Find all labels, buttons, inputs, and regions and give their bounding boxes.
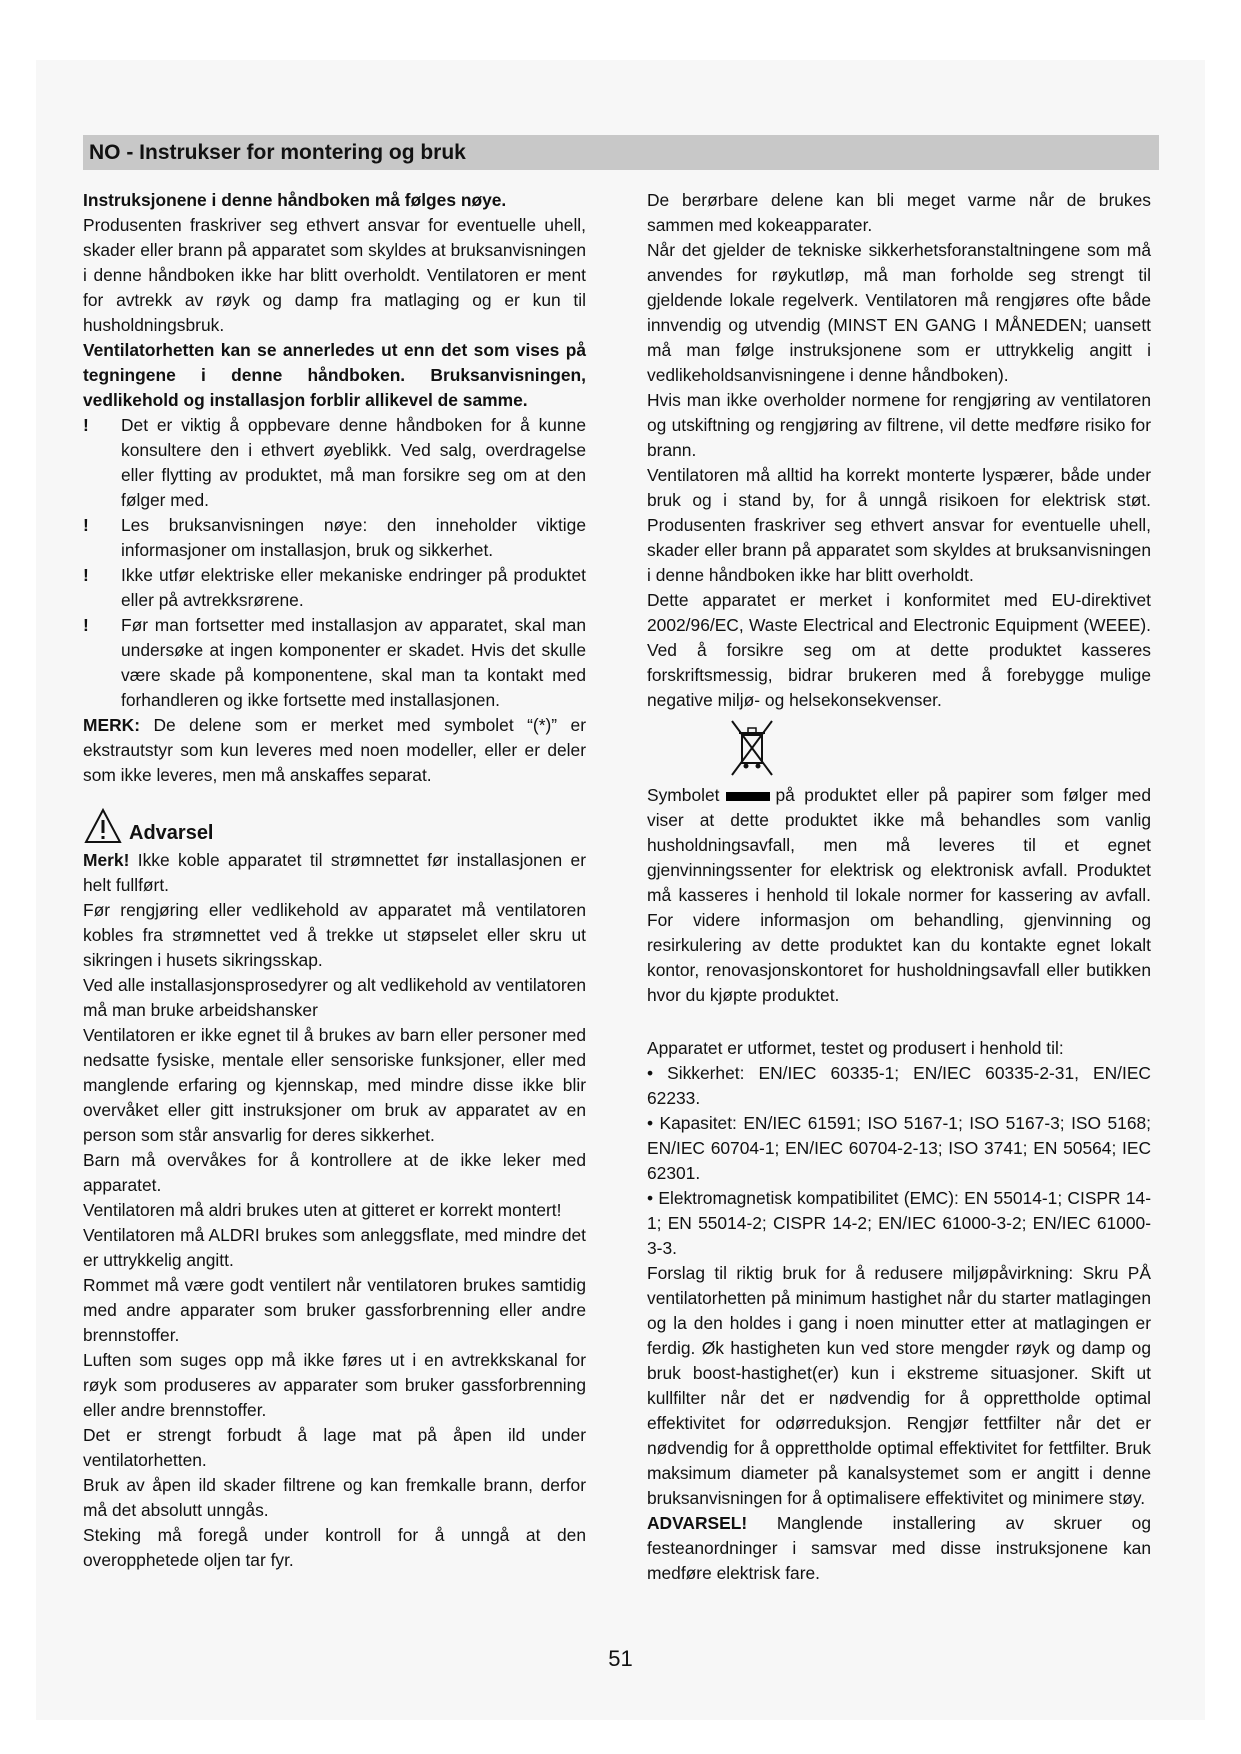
crossed-bin-icon — [727, 717, 777, 779]
paragraph: Ventilatoren må ALDRI brukes som anleggsflate, med mindre det er uttrykkelig angitt. — [83, 1225, 586, 1270]
bullet-text: Les bruksanvisningen nøye: den inneholder viktige informasjoner om installasjon, bruk og sikkerhet. — [121, 515, 586, 560]
warning-title: Advarsel — [129, 821, 214, 844]
paragraph: Når det gjelder de tekniske sikkerhetsforanstaltningene som må anvendes for røykutløp, må man forholde seg strengt til gjeldende lokale regelverk. Ventilatoren må rengjøres ofte både innvendig og utvendig (MINST EN GANG I MÅNEDEN; uansett må man følge instruksjonene som er uttrykkelig angitt i vedlikeholdsanvisningene i denne håndboken). — [647, 240, 1151, 385]
paragraph: Bruk av åpen ild skader filtrene og kan fremkalle brann, derfor må det absolutt unngås. — [83, 1475, 586, 1520]
paragraph: De berørbare delene kan bli meget varme når de brukes sammen med kokeapparater. — [647, 190, 1151, 235]
bullet-item — [83, 563, 586, 613]
bullet-item — [83, 613, 586, 713]
intro-text: Produsenten fraskriver seg ethvert ansvar for eventuelle uhell, skader eller brann på apparatet som skyldes at bruksanvisningen i denne håndboken ikke har blitt overholdt. Ventilatoren er ment for avtrekk av røyk og damp fra matlaging og er kun til husholdningsbruk. — [83, 215, 586, 335]
exclamation-icon: ! — [83, 615, 89, 635]
advarsel-text: Manglende installering av skruer og festeanordninger i samsvar med disse instruksjonene kan medføre elektrisk fare. — [647, 1513, 1151, 1583]
merk2-label: Merk! — [83, 850, 130, 870]
merk-note — [83, 713, 586, 788]
paragraph: Hvis man ikke overholder normene for rengjøring av ventilatoren og utskiftning og rengjøring av filtrene, vil dette medføre risiko for brann. — [647, 390, 1151, 460]
section-header: NO - Instrukser for montering og bruk — [83, 135, 1159, 170]
bullet-item — [83, 413, 586, 513]
advarsel-note — [647, 1511, 1151, 1586]
merk2-note — [83, 848, 586, 898]
bullet-text: Før man fortsetter med installasjon av apparatet, skal man undersøke at ingen komponenter er skadet. Hvis det skulle være skade på komponentene, skal man ta kontakt med forhandleren og ikke fortsette med installasjonen. — [121, 615, 586, 710]
merk2-text: Ikke koble apparatet til strømnettet før installasjonen er helt fullført. — [83, 850, 586, 895]
warning-heading — [83, 804, 586, 848]
paragraph: Steking må foregå under kontroll for å unngå at den overopphetede oljen tar fyr. — [83, 1525, 586, 1570]
paragraph: Dette apparatet er merket i konformitet med EU-direktivet 2002/96/EC, Waste Electrical and Electronic Equipment (WEEE). Ved å forsikre seg om at dette produktet kasseres forskriftsmessig, bidrar brukeren med å forebygge mulige negative miljø- og helsekonsekvenser. — [647, 590, 1151, 710]
spacer — [647, 1008, 1151, 1036]
bullet-item — [83, 513, 586, 563]
exclamation-icon: ! — [83, 565, 89, 585]
paragraph: Ventilatoren må aldri brukes uten at gitteret er korrekt montert! — [83, 1200, 562, 1220]
paragraph: Det er strengt forbudt å lage mat på åpen ild under ventilatorhetten. — [83, 1425, 586, 1470]
warning-triangle-icon — [83, 807, 123, 845]
standard-item: • Elektromagnetisk kompatibilitet (EMC): EN 55014-1; CISPR 14-1; EN 55014-2; CISPR 14-2; EN/IEC 61000-3-2; EN/IEC 61000-3-3. — [647, 1188, 1151, 1258]
exclamation-icon: ! — [83, 415, 89, 435]
paragraph: Ved alle installasjonsprosedyrer og alt vedlikehold av ventilatoren må man bruke arbeidshansker — [83, 975, 586, 1020]
merk-label: MERK: — [83, 715, 140, 735]
exclamation-icon: ! — [83, 515, 89, 535]
page-number: 51 — [608, 1646, 633, 1671]
notice-bold: Ventilatorhetten kan se annerledes ut enn det som vises på tegningene i denne håndboken. Bruksanvisningen, vedlikehold og installasjon forblir allikevel de samme. — [83, 340, 586, 410]
symbol-label: Symbolet — [647, 785, 720, 805]
standard-item: • Sikkerhet: EN/IEC 60335-1; EN/IEC 60335-2-31, EN/IEC 62233. — [647, 1063, 1151, 1108]
eco-paragraph: Forslag til riktig bruk for å redusere miljøpåvirkning: Skru PÅ ventilatorhetten på minimum hastighet når du starter matlagingen og la den holdes i gang i noen minutter etter at matlagingen er ferdig. Øk hastigheten kun ved store mengder røyk og damp og bruk boost-hastighet(er) kun i ekstreme situasjoner. Skift ut kullfilter når det er nødvendig for å opprettholde optimal effektivitet for odørreduksjon. Rengjør fettfilter når det er nødvendig for å opprettholde optimal effektivitet for fettfilter. Bruk maksimum diameter på kanalsystemet som er angitt i denne bruksanvisningen for å optimalisere effektivitet og minimere støy. — [647, 1263, 1151, 1508]
weee-symbol — [647, 713, 1151, 783]
paragraph: Før rengjøring eller vedlikehold av apparatet må ventilatoren kobles fra strømnettet ved å trekke ut støpselet eller skru ut sikringen i husets sikringsskap. — [83, 900, 586, 970]
symbol-text: på produktet eller på papirer som følger med viser at dette produktet ikke må behandles som vanlig husholdningsavfall, men må leveres til et egnet gjenvinningssenter for elektrisk og elektronisk avfall. Produktet må kasseres i henhold til lokale normer for kassering av avfall. For videre informasjon om behandling, gjenvinning og resirkulering av dette produktet kan du kontakte egnet lokalt kontor, renovasjonskontoret for husholdningsavfall eller butikken hvor du kjøpte produktet. — [647, 785, 1151, 1005]
paragraph: Ventilatoren må alltid ha korrekt monterte lyspærer, både under bruk og i stand by, for å unngå risikoen for elektrisk støt. Produsenten fraskriver seg ethvert ansvar for eventuelle uhell, skader eller brann på apparatet som skyldes at bruksanvisningen i denne håndboken ikke har blitt overholdt. — [647, 465, 1151, 585]
standard-item: • Kapasitet: EN/IEC 61591; ISO 5167-1; ISO 5167-3; ISO 5168; EN/IEC 60704-1; EN/IEC 60704-2-13; ISO 3741; EN 50564; IEC 62301. — [647, 1113, 1151, 1183]
symbol-paragraph — [647, 783, 1151, 1008]
left-column — [83, 188, 586, 1573]
paragraph: Barn må overvåkes for å kontrollere at de ikke leker med apparatet. — [83, 1150, 586, 1195]
right-column — [647, 188, 1151, 1586]
black-bar-icon — [726, 792, 770, 801]
intro-bold: Instruksjonene i denne håndboken må følges nøye. — [83, 190, 507, 210]
paragraph: Luften som suges opp må ikke føres ut i en avtrekkskanal for røyk som produseres av apparater som bruker gassforbrenning eller andre brennstoffer. — [83, 1350, 586, 1420]
standards-intro: Apparatet er utformet, testet og produsert i henhold til: — [647, 1038, 1064, 1058]
bullet-text: Det er viktig å oppbevare denne håndboken for å kunne konsultere den i ethvert øyeblikk. Ved salg, overdragelse eller flytting av produktet, må man forsikre seg om at den følger med. — [121, 415, 586, 510]
paragraph: Ventilatoren er ikke egnet til å brukes av barn eller personer med nedsatte fysiske, mentale eller sensoriske funksjoner, eller med manglende erfaring og kjennskap, med mindre disse ikke blir overvåket eller gitt instruksjoner om bruk av apparatet av en person som står ansvarlig for deres sikkerhet. — [83, 1025, 586, 1145]
advarsel-label: ADVARSEL! — [647, 1513, 748, 1533]
bullet-text: Ikke utfør elektriske eller mekaniske endringer på produktet eller på avtrekksrørene. — [121, 565, 586, 610]
merk-text: De delene som er merket med symbolet “(*)” er ekstrautstyr som kun leveres med noen modeller, eller er deler som ikke leveres, men må anskaffes separat. — [83, 715, 586, 785]
paragraph: Rommet må være godt ventilert når ventilatoren brukes samtidig med andre apparater som bruker gassforbrenning eller andre brennstoffer. — [83, 1275, 586, 1345]
